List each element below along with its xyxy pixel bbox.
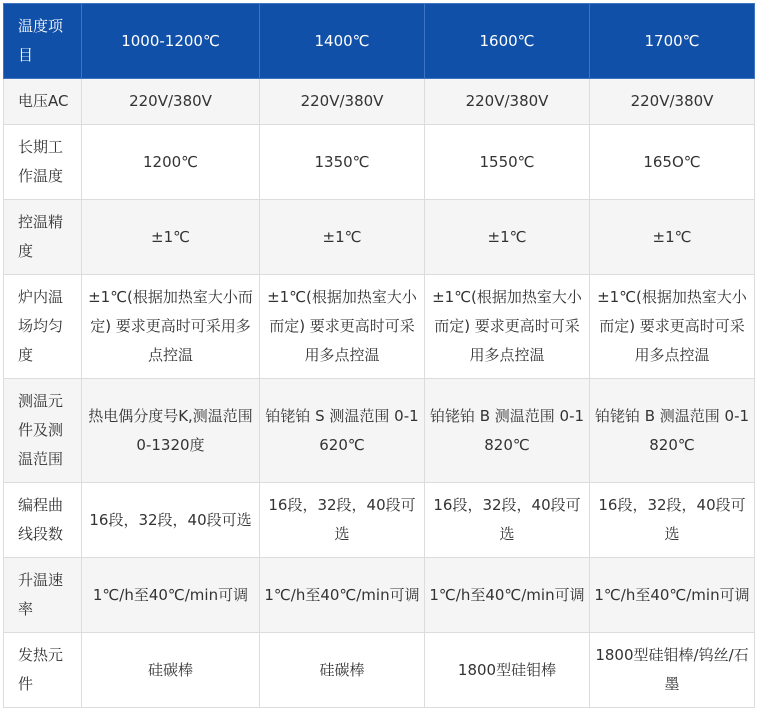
row-label: 测温元件及测温范围 [4,379,82,483]
table-row-working-temp [4,125,755,200]
table-cell: 硅碳棒 [82,633,260,708]
table-cell: 220V/380V [82,79,260,125]
table-cell: 16段，32段，40段可选 [425,483,590,558]
table-cell: 1℃/h至40℃/min可调 [590,558,755,633]
table-cell: 220V/380V [260,79,425,125]
row-label: 电压AC [4,79,82,125]
row-label: 控温精度 [4,200,82,275]
spec-table [3,3,755,708]
table-cell: 热电偶分度号K,测温范围0-1320度 [82,379,260,483]
row-label: 炉内温场均匀度 [4,275,82,379]
table-cell: ±1℃ [260,200,425,275]
table-cell: ±1℃(根据加热室大小而定) 要求更高时可采用多点控温 [82,275,260,379]
table-row-uniformity [4,275,755,379]
table-cell: 铂铑铂 B 测温范围 0-1820℃ [590,379,755,483]
table-cell: 16段，32段，40段可选 [260,483,425,558]
header-col-1400: 1400℃ [260,4,425,79]
header-row [4,4,755,79]
table-row-sensor [4,379,755,483]
table-cell: 1800型硅钼棒 [425,633,590,708]
table-row-voltage [4,79,755,125]
table-cell: ±1℃(根据加热室大小而定) 要求更高时可采用多点控温 [590,275,755,379]
table-cell: 硅碳棒 [260,633,425,708]
header-col-1600: 1600℃ [425,4,590,79]
table-cell: 1800型硅钼棒/钨丝/石墨 [590,633,755,708]
table-row-heating-element [4,633,755,708]
table-row-control-precision [4,200,755,275]
row-label: 发热元件 [4,633,82,708]
table-cell: ±1℃ [590,200,755,275]
table-cell: ±1℃ [425,200,590,275]
table-cell: 1550℃ [425,125,590,200]
table-cell: 铂铑铂 B 测温范围 0-1820℃ [425,379,590,483]
header-corner: 温度项目 [4,4,82,79]
table-row-heating-rate [4,558,755,633]
row-label: 升温速率 [4,558,82,633]
table-cell: 1℃/h至40℃/min可调 [260,558,425,633]
header-col-1000-1200: 1000-1200℃ [82,4,260,79]
row-label: 长期工作温度 [4,125,82,200]
row-label: 编程曲线段数 [4,483,82,558]
table-cell: ±1℃(根据加热室大小而定) 要求更高时可采用多点控温 [425,275,590,379]
table-cell: 165O℃ [590,125,755,200]
table-cell: 220V/380V [425,79,590,125]
table-cell: 220V/380V [590,79,755,125]
table-cell: 1℃/h至40℃/min可调 [82,558,260,633]
table-row-program-segments [4,483,755,558]
table-cell: 1200℃ [82,125,260,200]
table-cell: ±1℃(根据加热室大小而定) 要求更高时可采用多点控温 [260,275,425,379]
table-cell: 1350℃ [260,125,425,200]
table-cell: 铂铑铂 S 测温范围 0-1620℃ [260,379,425,483]
table-cell: 16段，32段，40段可选 [590,483,755,558]
table-cell: ±1℃ [82,200,260,275]
header-col-1700: 1700℃ [590,4,755,79]
table-cell: 16段，32段，40段可选 [82,483,260,558]
table-cell: 1℃/h至40℃/min可调 [425,558,590,633]
